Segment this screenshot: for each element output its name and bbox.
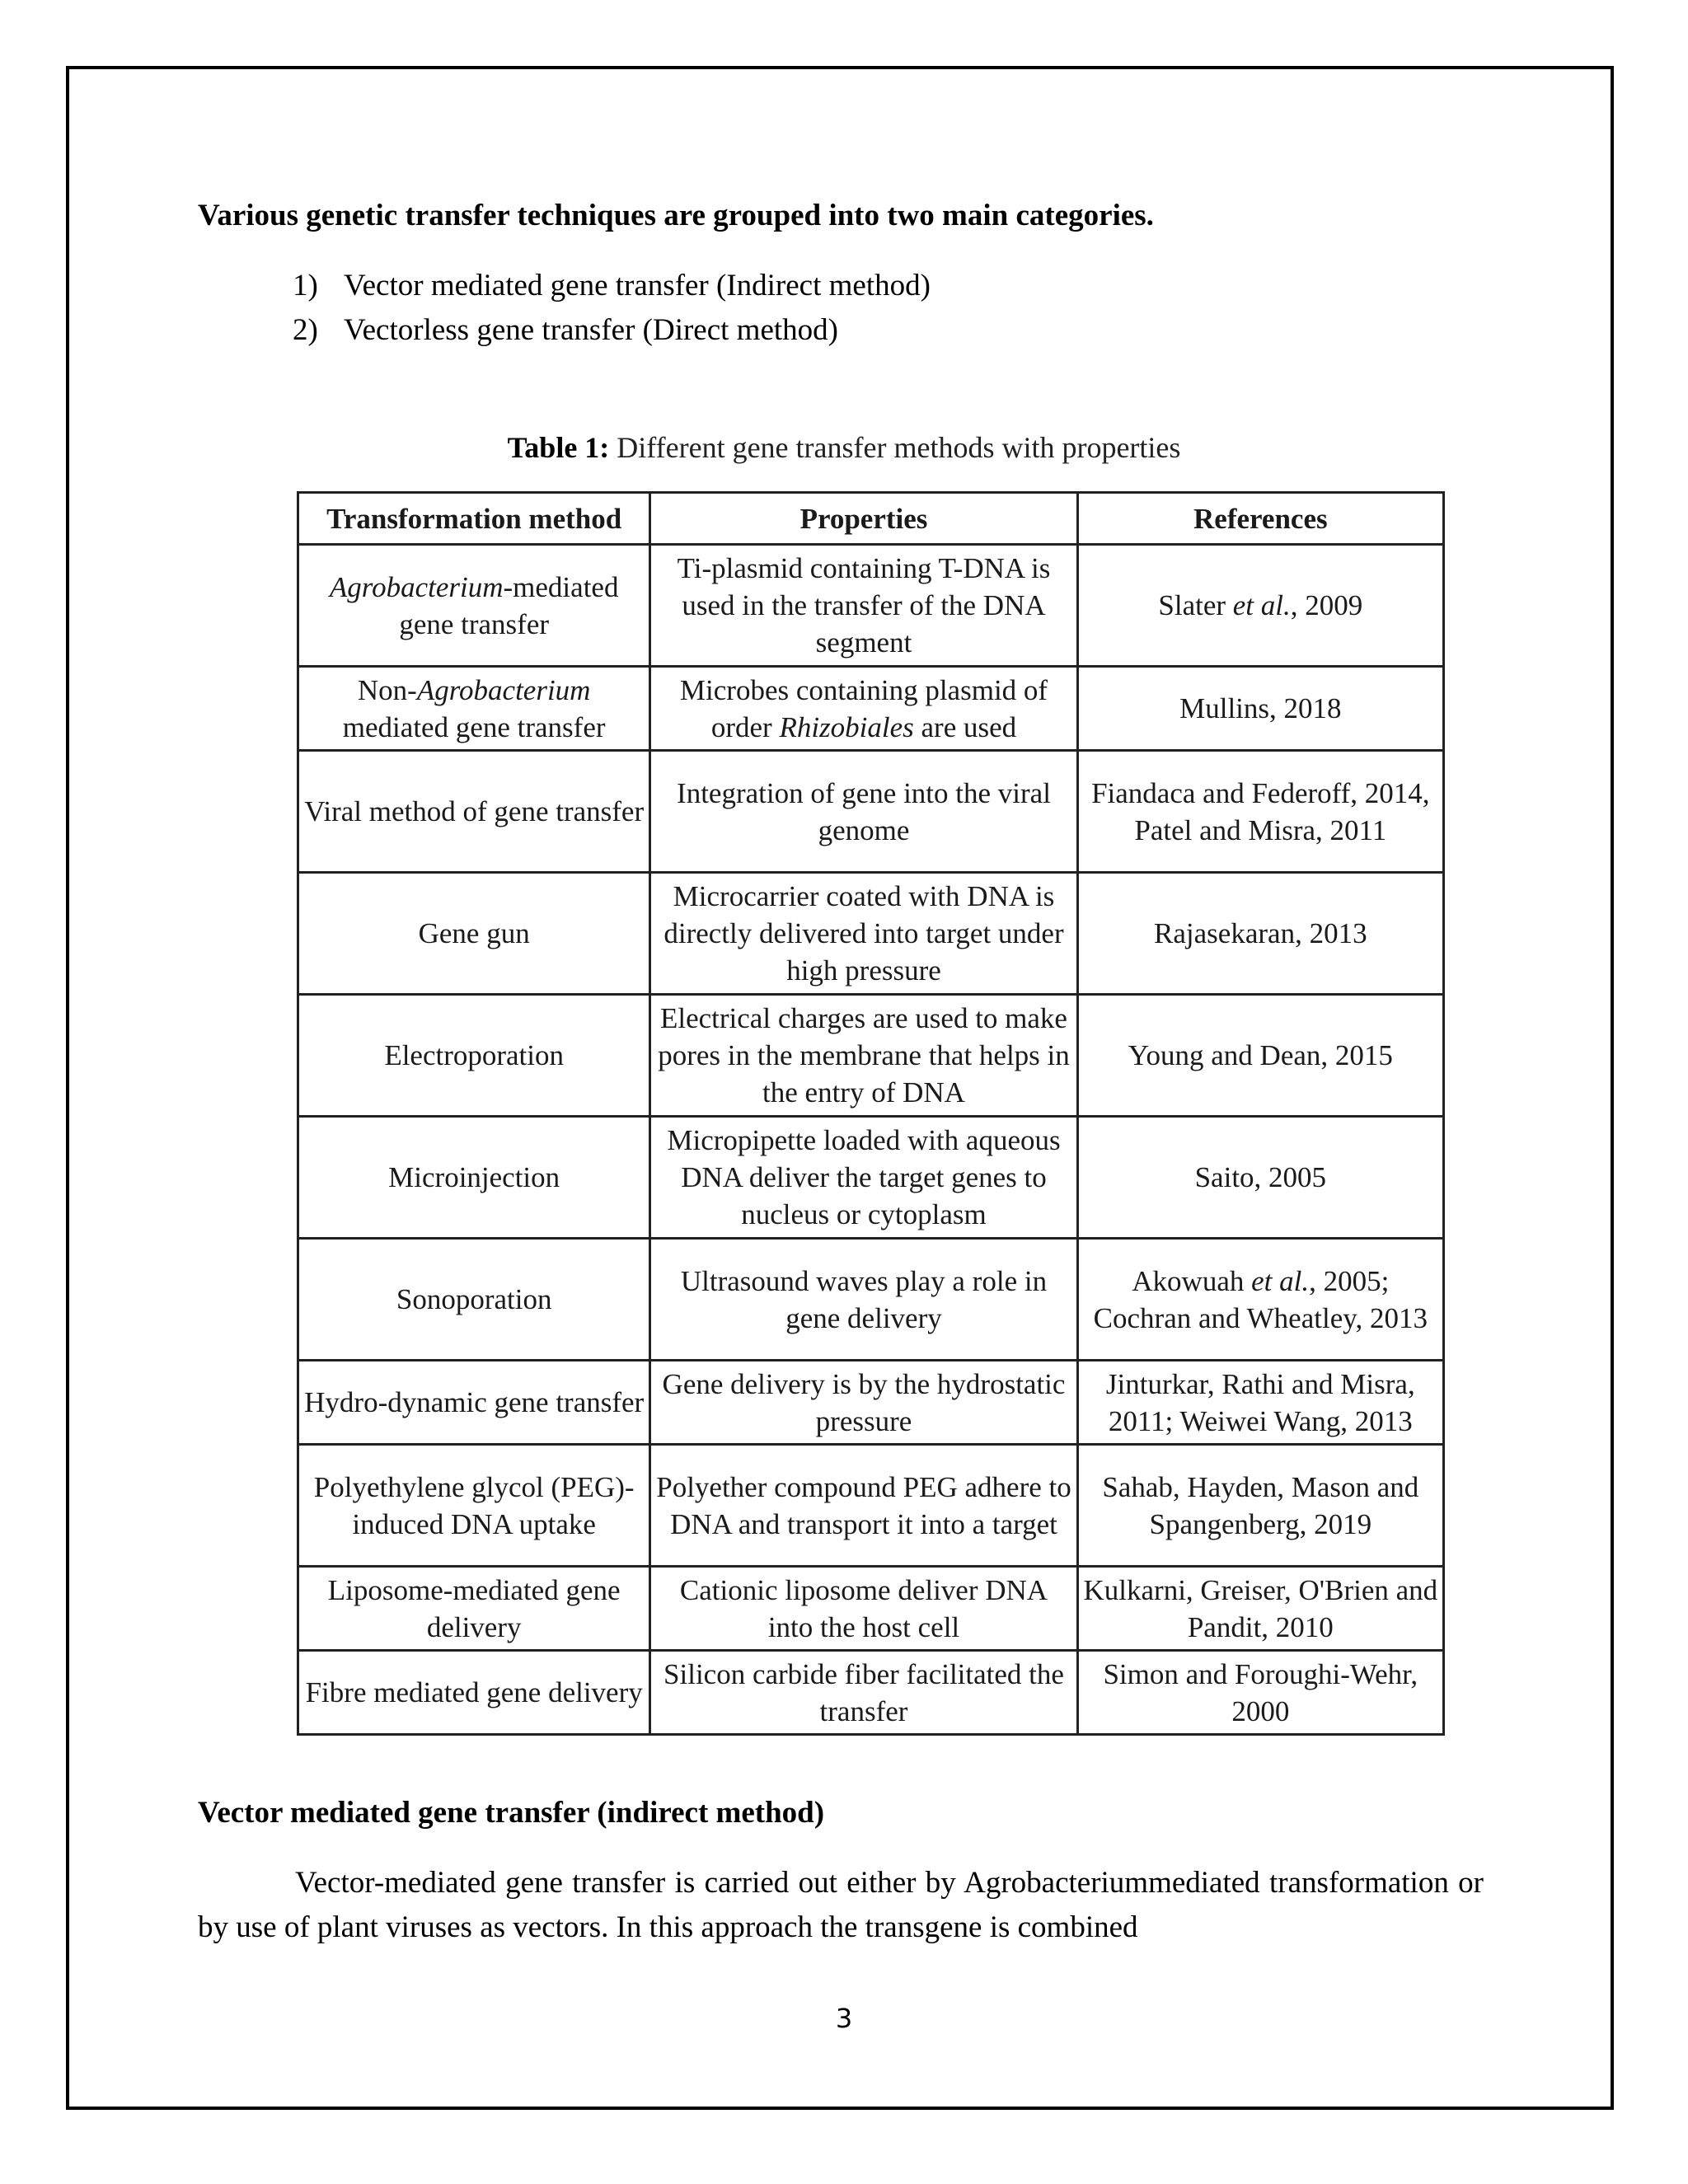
references-cell: Rajasekaran, 2013 bbox=[1077, 873, 1443, 995]
references-cell: Mullins, 2018 bbox=[1077, 667, 1443, 751]
method-cell: Hydro-dynamic gene transfer bbox=[298, 1361, 650, 1445]
list-item: 1) Vector mediated gene transfer (Indirect method) bbox=[293, 269, 931, 302]
table-row bbox=[298, 1567, 1444, 1651]
list-item: 2) Vectorless gene transfer (Direct method) bbox=[293, 313, 838, 347]
properties-cell: Silicon carbide fiber facilitated the transfer bbox=[650, 1651, 1077, 1735]
section-heading: Various genetic transfer techniques are grouped into two main categories. bbox=[198, 199, 1154, 232]
method-cell: Sonoporation bbox=[298, 1239, 650, 1361]
method-cell: Liposome-mediated gene delivery bbox=[298, 1567, 650, 1651]
references-cell: Saito, 2005 bbox=[1077, 1117, 1443, 1239]
table-row bbox=[298, 751, 1444, 873]
method-cell: Fibre mediated gene delivery bbox=[298, 1651, 650, 1735]
properties-cell: Electrical charges are used to make pores in the membrane that helps in the entry of DNA bbox=[650, 995, 1077, 1117]
table-row bbox=[298, 545, 1444, 667]
subsection-heading: Vector mediated gene transfer (indirect method) bbox=[198, 1796, 825, 1830]
references-cell: Fiandaca and Federoff, 2014, Patel and Misra, 2011 bbox=[1077, 751, 1443, 873]
properties-cell: Polyether compound PEG adhere to DNA and transport it into a target bbox=[650, 1445, 1077, 1567]
references-cell: Sahab, Hayden, Mason and Spangenberg, 2019 bbox=[1077, 1445, 1443, 1567]
method-cell: Gene gun bbox=[298, 873, 650, 995]
properties-cell: Gene delivery is by the hydrostatic pressure bbox=[650, 1361, 1077, 1445]
references-cell: Simon and Foroughi-Wehr, 2000 bbox=[1077, 1651, 1443, 1735]
category-list bbox=[293, 264, 931, 353]
table-header-row bbox=[298, 493, 1444, 545]
body-paragraph: Vector-mediated gene transfer is carried out either by Agrobacteriummediated transformation or by use of plant viruses as vectors. In this approach the transgene is combined bbox=[198, 1866, 1484, 1944]
header-references: References bbox=[1077, 493, 1443, 545]
references-cell: Kulkarni, Greiser, O'Brien and Pandit, 2010 bbox=[1077, 1567, 1443, 1651]
references-cell: Jinturkar, Rathi and Misra, 2011; Weiwei Wang, 2013 bbox=[1077, 1361, 1443, 1445]
table-row bbox=[298, 1361, 1444, 1445]
method-cell: Microinjection bbox=[298, 1117, 650, 1239]
method-cell: Agrobacterium-mediated gene transfer bbox=[298, 545, 650, 667]
table-row bbox=[298, 1117, 1444, 1239]
references-cell: Akowuah et al., 2005; Cochran and Wheatley, 2013 bbox=[1077, 1239, 1443, 1361]
method-cell: Electroporation bbox=[298, 995, 650, 1117]
properties-cell: Integration of gene into the viral genome bbox=[650, 751, 1077, 873]
table-row bbox=[298, 995, 1444, 1117]
header-properties: Properties bbox=[650, 493, 1077, 545]
page-number: 3 bbox=[835, 2003, 853, 2034]
table-row bbox=[298, 873, 1444, 995]
gene-transfer-table bbox=[297, 491, 1445, 1736]
method-cell: Polyethylene glycol (PEG)-induced DNA uptake bbox=[298, 1445, 650, 1567]
properties-cell: Micropipette loaded with aqueous DNA deliver the target genes to nucleus or cytoplasm bbox=[650, 1117, 1077, 1239]
references-cell: Young and Dean, 2015 bbox=[1077, 995, 1443, 1117]
table-caption: Table 1: Different gene transfer methods with properties bbox=[507, 431, 1181, 464]
properties-cell: Microcarrier coated with DNA is directly delivered into target under high pressure bbox=[650, 873, 1077, 995]
table-row bbox=[298, 1651, 1444, 1735]
properties-cell: Cationic liposome deliver DNA into the host cell bbox=[650, 1567, 1077, 1651]
method-cell: Viral method of gene transfer bbox=[298, 751, 650, 873]
properties-cell: Ti-plasmid containing T-DNA is used in the transfer of the DNA segment bbox=[650, 545, 1077, 667]
properties-cell: Ultrasound waves play a role in gene delivery bbox=[650, 1239, 1077, 1361]
properties-cell: Microbes containing plasmid of order Rhizobiales are used bbox=[650, 667, 1077, 751]
table-row bbox=[298, 1239, 1444, 1361]
method-cell: Non-Agrobacterium mediated gene transfer bbox=[298, 667, 650, 751]
header-method: Transformation method bbox=[298, 493, 650, 545]
table-row bbox=[298, 1445, 1444, 1567]
references-cell: Slater et al., 2009 bbox=[1077, 545, 1443, 667]
table-row bbox=[298, 667, 1444, 751]
